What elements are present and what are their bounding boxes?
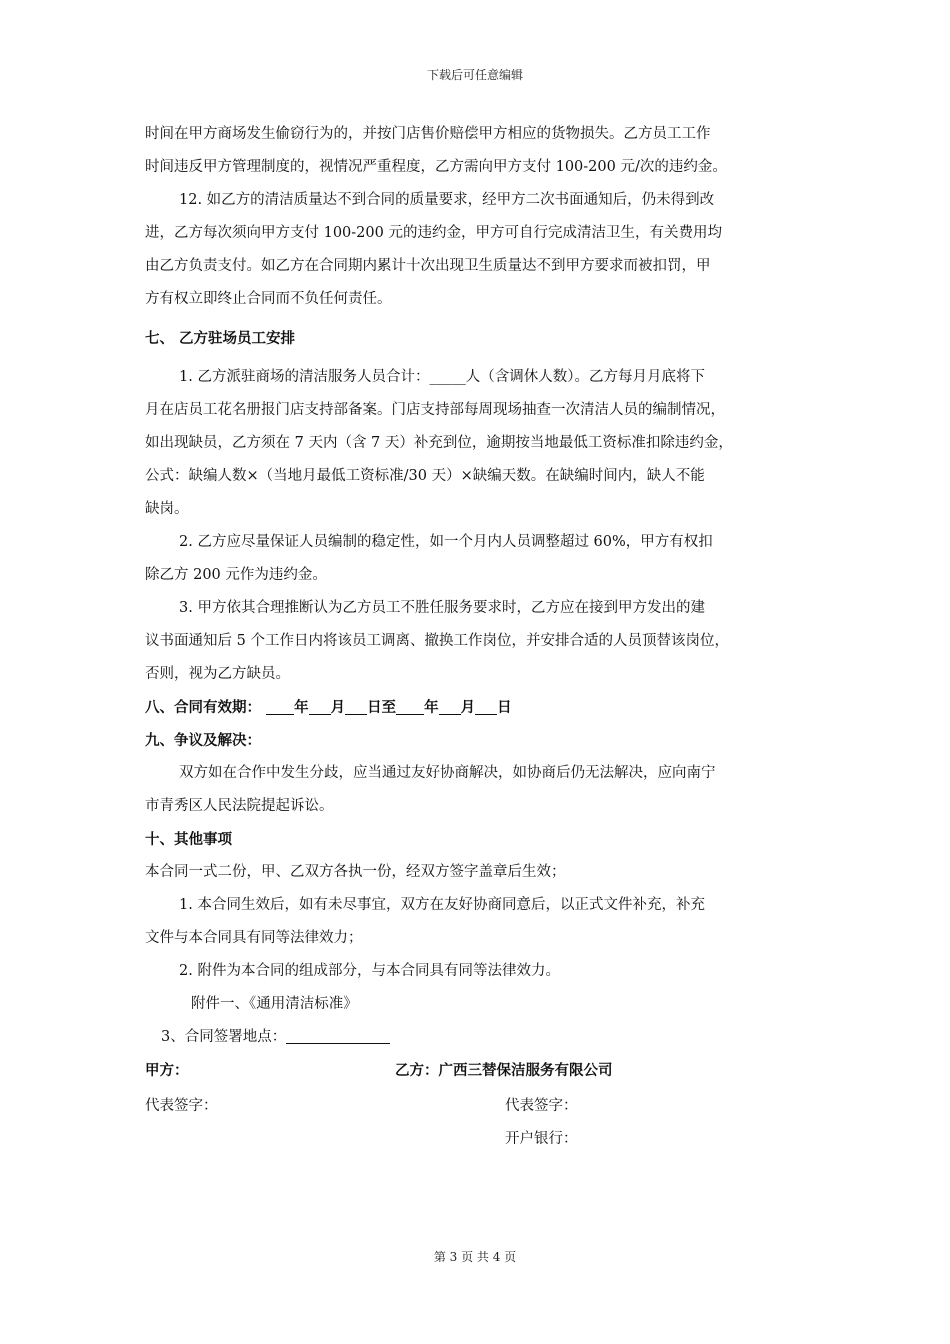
section-7-item-3-line: 否则，视为乙方缺员。 — [145, 666, 290, 682]
section-10-title: 十、其他事项 — [145, 831, 232, 848]
section-10-intro: 本合同一式二份，甲、乙双方各执一份，经双方签字盖章后生效； — [145, 864, 566, 880]
section-7-item-1-lead: 1. 乙方派驻商场的清洁服务人员合计： — [179, 369, 430, 385]
section-7-item-2-line: 2. 乙方应尽量保证人员编制的稳定性，如一个月内人员调整超过 60%，甲方有权扣 — [179, 534, 713, 550]
section-10-item-2: 2. 附件为本合同的组成部分，与本合同具有同等法律效力。 — [179, 963, 560, 979]
section-10-item-1-line: 文件与本合同具有同等法律效力； — [145, 930, 363, 946]
section-7-item-1-line: 缺岗。 — [145, 501, 189, 517]
month-label: 月 — [330, 699, 346, 716]
section-9-line: 市青秀区人民法院提起诉讼。 — [145, 798, 334, 814]
section-7-item-3-line: 议书面通知后 5 个工作日内将该员工调离、撤换工作岗位，并安排合适的人员顶替该岗位， — [145, 633, 729, 649]
section-8-title: 八、合同有效期： — [145, 699, 261, 716]
signing-place-label: 3、合同签署地点： — [161, 1029, 287, 1045]
month-label: 月 — [460, 699, 476, 716]
section-7-item-3-line: 3. 甲方依其合理推断认为乙方员工不胜任服务要求时，乙方应在接到甲方发出的建 — [179, 600, 705, 616]
party-b-label: 乙方：广西三替保洁服务有限公司 — [395, 1062, 613, 1079]
section-7-item-1-line — [145, 361, 805, 394]
section-7-item-1-line: 如出现缺员，乙方须在 7 天内（含 7 天）补充到位，逾期按当地最低工资标准扣除违约金， — [145, 435, 733, 451]
end-month-blank — [439, 696, 461, 715]
item-12-line: 方有权立即终止合同而不负任何责任。 — [145, 291, 392, 307]
headcount-blank: _____ — [429, 369, 466, 385]
end-year-blank — [396, 696, 424, 715]
signature-rep-row — [145, 1090, 805, 1123]
section-9-title: 九、争议及解决： — [145, 732, 261, 749]
item-12-line: 由乙方负责支付。如乙方在合同期内累计十次出现卫生质量达不到甲方要求而被扣罚，甲 — [145, 258, 711, 274]
signature-bank-row — [145, 1123, 805, 1156]
section-8-line — [145, 691, 805, 724]
page-header: 下载后可任意编辑 — [426, 68, 523, 82]
item-12-line: 进，乙方每次须向甲方支付 100-200 元的违约金，甲方可自行完成清洁卫生，有关费用均 — [145, 225, 722, 241]
attachment-line: 附件一、《通用清洁标准》 — [191, 996, 358, 1012]
signing-place-blank — [286, 1025, 390, 1044]
item-12-line: 12. 如乙方的清洁质量达不到合同的质量要求，经甲方二次书面通知后，仍未得到改 — [179, 192, 715, 208]
para-continued-line: 时间在甲方商场发生偷窃行为的，并按门店售价赔偿甲方相应的货物损失。乙方员工工作 — [145, 126, 711, 142]
party-b-bank-label: 开户银行： — [505, 1131, 578, 1147]
section-7-title: 七、 乙方驻场员工安排 — [145, 330, 296, 347]
start-year-blank — [266, 696, 294, 715]
section-9-line: 双方如在合作中发生分歧，应当通过友好协商解决，如协商后仍无法解决，应向南宁 — [179, 765, 716, 781]
start-month-blank — [309, 696, 331, 715]
section-10-item-1-line: 1. 本合同生效后，如有未尽事宜，双方在友好协商同意后，以正式文件补充，补充 — [179, 897, 705, 913]
section-7-item-1-line: 月在店员工花名册报门店支持部备案。门店支持部每周现场抽查一次清洁人员的编制情况， — [145, 402, 725, 418]
party-b-rep-label: 代表签字： — [505, 1098, 578, 1114]
year-label: 年 — [294, 699, 309, 716]
document-body — [145, 118, 805, 1156]
start-day-blank — [345, 696, 367, 715]
page-footer: 第 3 页 共 4 页 — [433, 1250, 517, 1264]
day-label: 日 — [497, 699, 512, 716]
party-a-label: 甲方： — [145, 1062, 189, 1079]
section-7-item-1-tail: 人（含调休人数）。乙方每月月底将下 — [465, 369, 705, 385]
signature-parties-row — [145, 1054, 805, 1087]
day-to-label: 日至 — [367, 699, 397, 716]
party-a-rep-label: 代表签字： — [145, 1098, 218, 1114]
year-label: 年 — [424, 699, 439, 716]
signing-place-line — [161, 1021, 805, 1054]
section-7-item-2-line: 除乙方 200 元作为违约金。 — [145, 567, 327, 583]
section-7-item-1-line: 公式：缺编人数×（当地月最低工资标准/30 天）×缺编天数。在缺编时间内，缺人不能 — [145, 468, 705, 484]
end-day-blank — [475, 696, 497, 715]
para-continued-line: 时间违反甲方管理制度的，视情况严重程度，乙方需向甲方支付 100-200 元/次的违约金。 — [145, 159, 727, 175]
